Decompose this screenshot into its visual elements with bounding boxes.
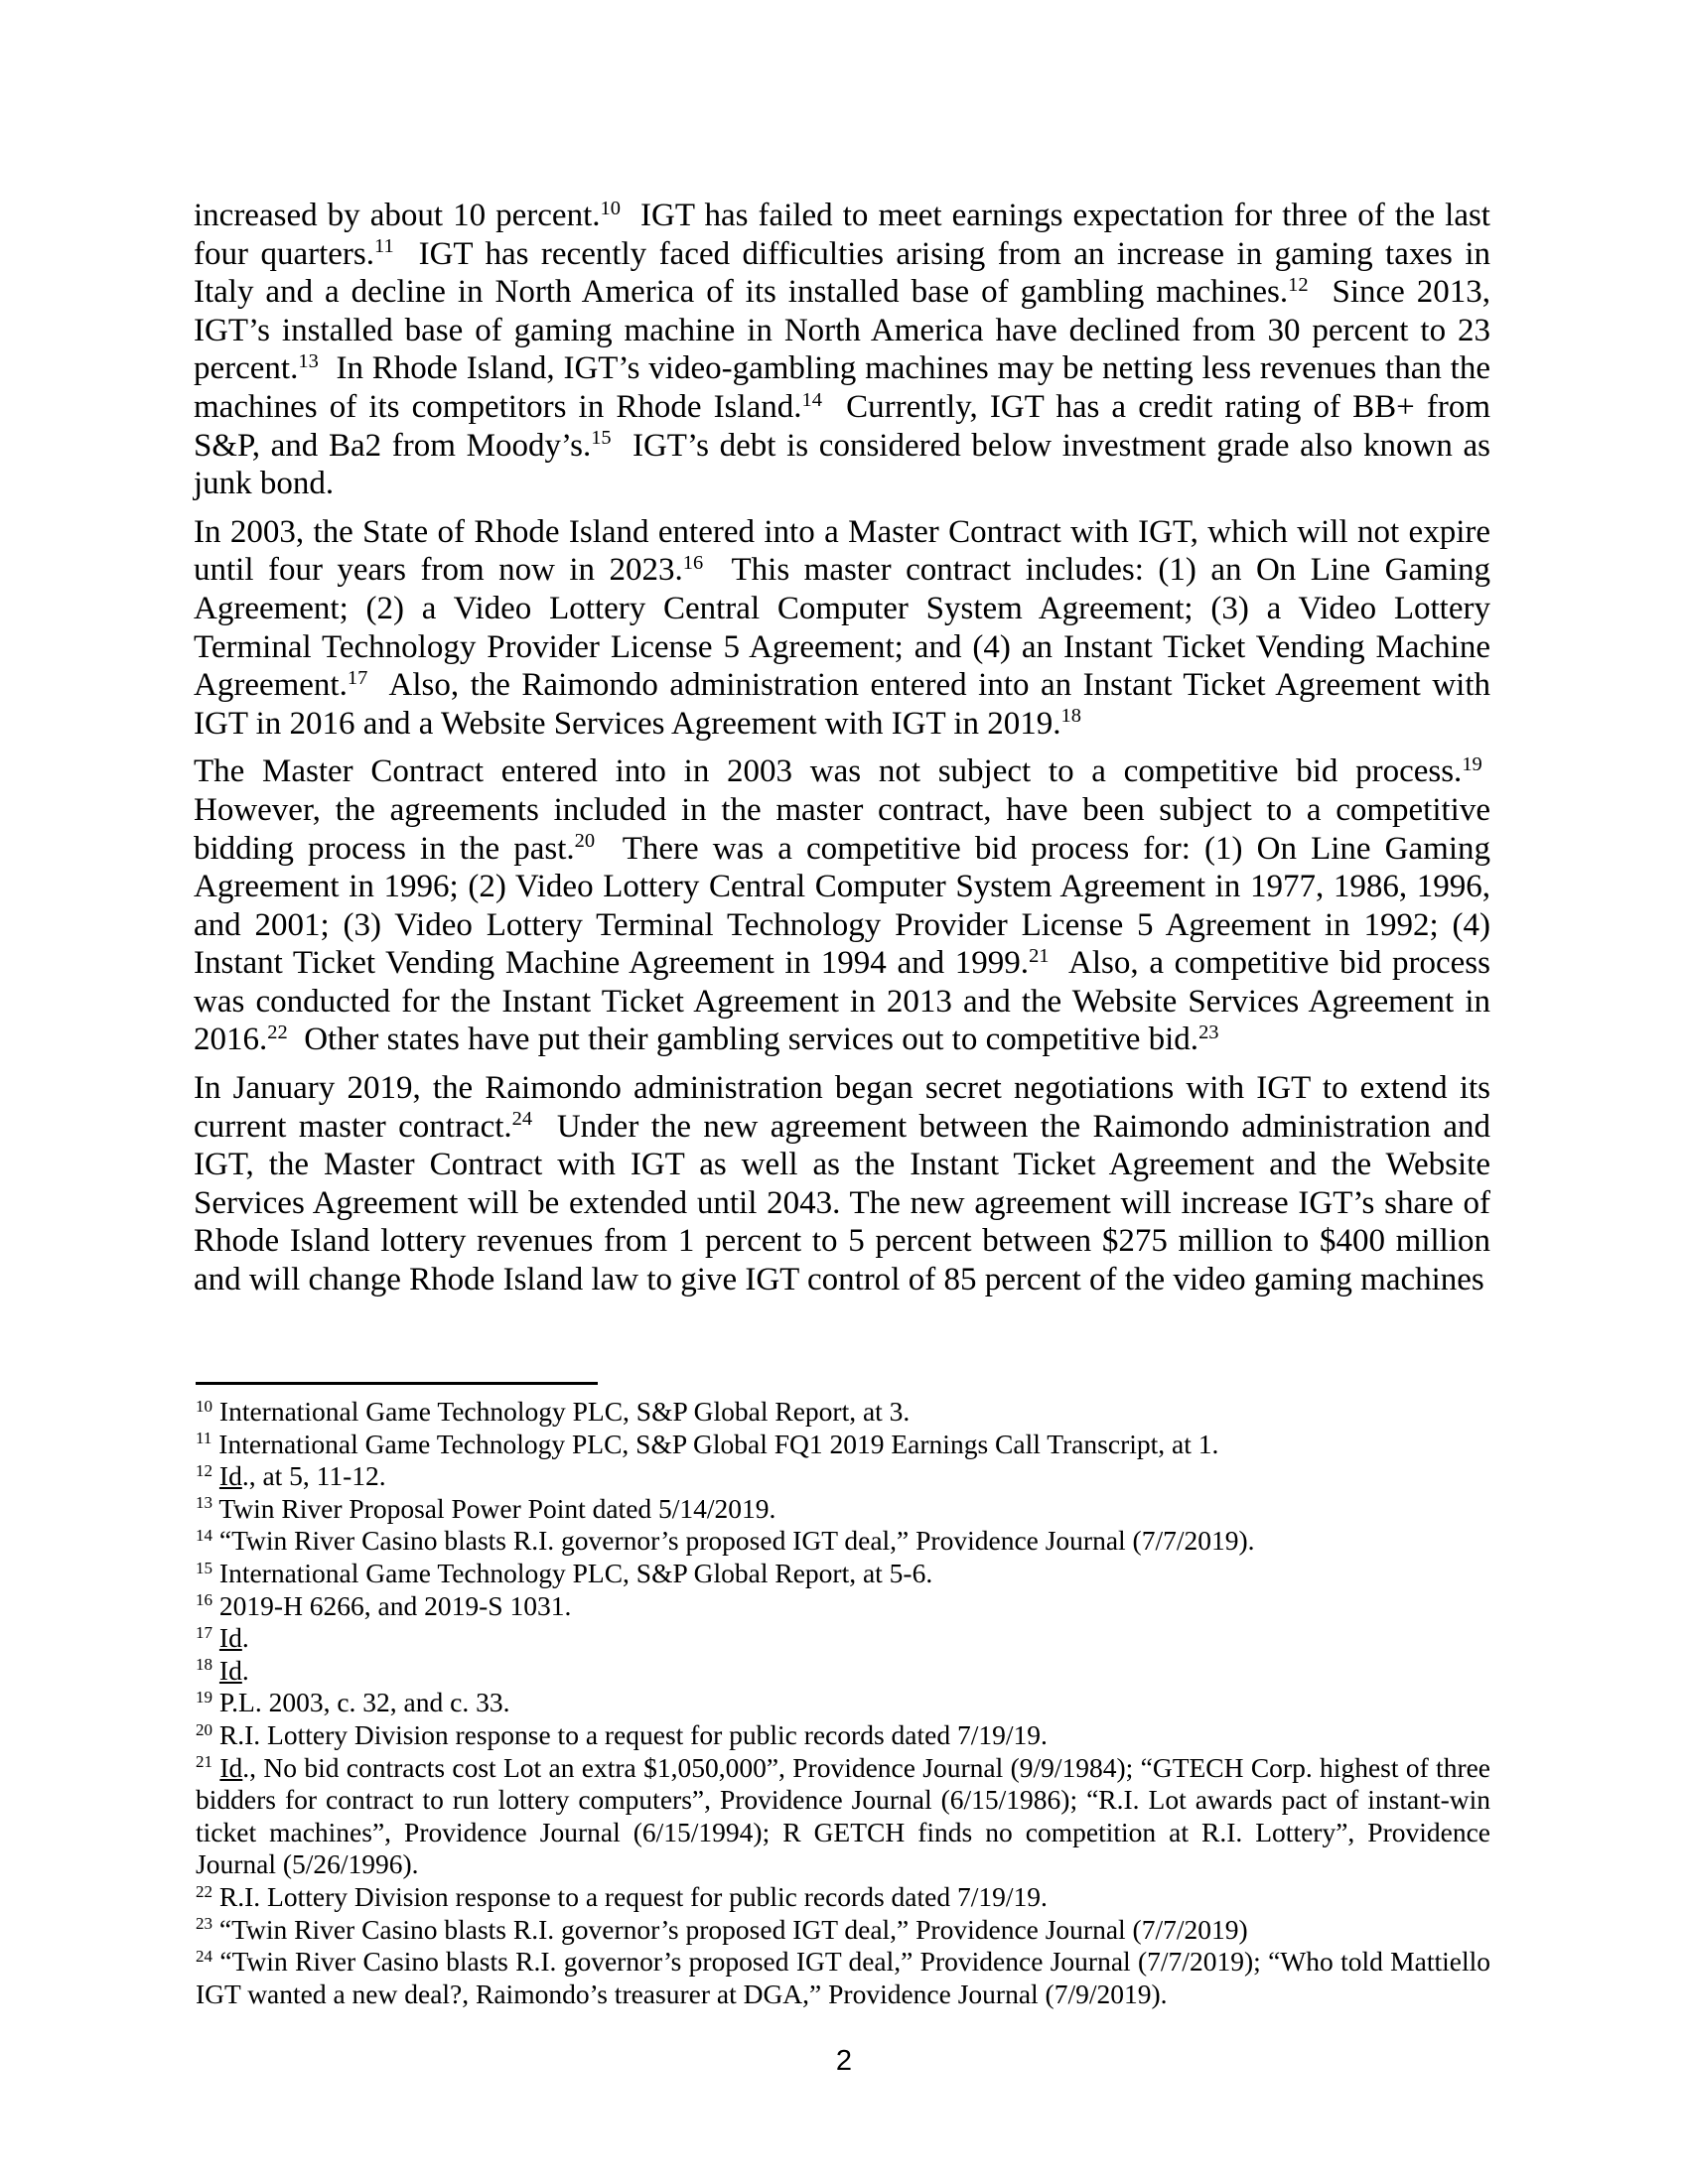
- footnote-16: [196, 1590, 1490, 1623]
- text-run: The Master Contract entered into in 2003 was not subject to a competitive bid process.: [194, 753, 1463, 790]
- text-run: “Twin River Casino blasts R.I. governor’s proposed IGT deal,” Providence Journal (7/7/2019).: [212, 1525, 1255, 1557]
- footnote-ref: 15: [196, 1558, 213, 1577]
- text-run: Other states have put their gambling services out to competitive bid.: [287, 1022, 1199, 1058]
- footnote-24: [196, 1946, 1490, 2010]
- footnote-ref: 17: [196, 1622, 213, 1642]
- text-run: Under the new agreement between the Raimondo administration and IGT, the Master Contract with IGT as well as the Instant Ticket Agreement and the Website Services Agreement will be extended until 2043. The new agreement will increase IGT’s share of Rhode Island lottery revenues from 1 percent to 5 percent between $275 million to $400 million and will change Rhode Island law to give IGT control of 85 percent of the video gaming machines: [194, 1108, 1491, 1298]
- footnote-ref: 16: [196, 1590, 213, 1610]
- footnote-ref: 14: [801, 388, 822, 411]
- footnote-ref: 12: [196, 1460, 213, 1480]
- footnote-ref: 11: [373, 235, 394, 258]
- footnote-ref: 13: [298, 350, 319, 373]
- footnotes-section: [196, 1396, 1490, 2010]
- footnote-ref: 18: [196, 1655, 213, 1675]
- text-run: However, the agreements included in the master contract, have been subject to a competitive bidding process in the past.: [194, 753, 1490, 867]
- footnote-ref: 21: [1029, 945, 1050, 968]
- footnote-ref: 24: [511, 1108, 533, 1131]
- text-run: ., No bid contracts cost Lot an extra $1,050,000”, Providence Journal (9/9/1984); “GTECH Corp. highest of three bidders for contract to run lottery computers”, Providence Journal (6/15/1986); “R.I. Lot awards pact of instant-win ticket machines”, Providence Journal (6/15/1994); R GETCH finds no competition at R.I. Lottery”, Providence Journal (5/26/1996).: [196, 1751, 1491, 1880]
- footnote-ref: 19: [1462, 753, 1482, 776]
- text-run: [212, 1460, 219, 1491]
- text-run: In 2003, the State of Rhode Island entered into a Master Contract with IGT, which will not expire until four years from now in 2023.: [194, 513, 1490, 589]
- footnote-ref: 14: [196, 1526, 213, 1545]
- footnote-ref: 23: [196, 1914, 213, 1934]
- text-run: .: [241, 1654, 249, 1686]
- footnote-ref: 20: [574, 830, 596, 853]
- text-run: Currently, IGT has a credit rating of BB+ from S&P, and Ba2 from Moody’s.: [194, 388, 1490, 464]
- footnote-22: [196, 1881, 1490, 1914]
- footnote-13: [196, 1493, 1490, 1526]
- footnote-ref: 11: [196, 1429, 212, 1448]
- body-paragraph: [194, 513, 1490, 744]
- text-run: In Rhode Island, IGT’s video-gambling machines may be netting less revenues than the machines of its competitors in Rhode Island.: [194, 350, 1490, 425]
- footnote-ref: 10: [196, 1396, 213, 1416]
- footnote-ref: 18: [1060, 705, 1081, 728]
- text-run: Also, a competitive bid process was conducted for the Instant Ticket Agreement in 2013 and the Website Services Agreement in 2016.: [194, 945, 1490, 1058]
- footnote-ref: 19: [196, 1687, 213, 1706]
- footnote-14: [196, 1525, 1490, 1558]
- text-run: There was a competitive bid process for: (1) On Line Gaming Agreement in 1996; (2) Video Lottery Central Computer System Agreement in 1977, 1986, 1996, and 2001; (3) Video Lottery Terminal Technology Provider License 5 Agreement in 1992; (4) Instant Ticket Vending Machine Agreement in 1994 and 1999.: [194, 830, 1490, 982]
- body-paragraph: [194, 197, 1490, 503]
- footnote-separator: [196, 1382, 598, 1385]
- text-run: Id: [218, 1460, 242, 1492]
- text-run: R.I. Lottery Division response to a request for public records dated 7/19/19.: [212, 1718, 1048, 1750]
- footnote-21: [196, 1752, 1490, 1881]
- text-run: Id: [219, 1751, 243, 1783]
- footnote-ref: 17: [347, 666, 368, 689]
- footnote-ref: 22: [267, 1022, 288, 1044]
- text-run: Id: [218, 1622, 242, 1654]
- footnote-18: [196, 1655, 1490, 1688]
- footnote-12: [196, 1460, 1490, 1493]
- text-run: IGT has failed to meet earnings expectation for three of the last four quarters.: [194, 198, 1490, 272]
- body-paragraph: [194, 752, 1490, 1059]
- body-paragraph: [194, 1069, 1490, 1299]
- document-body: [194, 197, 1490, 1309]
- footnote-ref: 20: [196, 1719, 213, 1739]
- footnote-ref: 23: [1198, 1022, 1219, 1044]
- text-run: IGT has recently faced difficulties arising from an increase in gaming taxes in Italy and a decline in North America of its installed base of gambling machines.: [194, 235, 1490, 311]
- text-run: “Twin River Casino blasts R.I. governor’s proposed IGT deal,” Providence Journal (7/7/2019): [212, 1913, 1248, 1945]
- text-run: [212, 1622, 219, 1653]
- footnote-15: [196, 1558, 1490, 1590]
- text-run: Twin River Proposal Power Point dated 5/14/2019.: [212, 1492, 776, 1524]
- text-run: Since 2013, IGT’s installed base of gaming machine in North America have declined from 30 percent to 23 percent.: [194, 274, 1490, 387]
- footnote-10: [196, 1396, 1490, 1429]
- text-run: This master contract includes: (1) an On Line Gaming Agreement; (2) a Video Lottery Central Computer System Agreement; (3) a Video Lottery Terminal Technology Provider License 5 Agreement; and (4) an Instant Ticket Vending Machine Agreement.: [194, 552, 1490, 704]
- footnote-20: [196, 1719, 1490, 1752]
- text-run: IGT’s debt is considered below investment grade also known as junk bond.: [194, 427, 1490, 502]
- footnote-ref: 24: [196, 1946, 213, 1966]
- footnote-17: [196, 1622, 1490, 1655]
- text-run: In January 2019, the Raimondo administration began secret negotiations with IGT to extend its current master contract.: [194, 1070, 1490, 1145]
- text-run: International Game Technology PLC, S&P Global FQ1 2019 Earnings Call Transcript, at 1.: [211, 1428, 1219, 1459]
- text-run: International Game Technology PLC, S&P Global Report, at 5-6.: [212, 1557, 933, 1588]
- footnote-11: [196, 1429, 1490, 1461]
- text-run: 2019-H 6266, and 2019-S 1031.: [212, 1589, 572, 1621]
- text-run: .: [241, 1622, 249, 1654]
- footnote-ref: 15: [591, 427, 612, 450]
- text-run: increased by about 10 percent.: [194, 198, 601, 233]
- footnote-ref: 16: [682, 552, 704, 575]
- footnote-ref: 21: [196, 1752, 213, 1772]
- text-run: Id: [218, 1654, 242, 1686]
- footnote-ref: 13: [196, 1493, 213, 1513]
- page-number: 2: [835, 2045, 853, 2077]
- footnote-23: [196, 1914, 1490, 1947]
- text-run: International Game Technology PLC, S&P Global Report, at 3.: [212, 1396, 911, 1427]
- text-run: ., at 5, 11-12.: [241, 1460, 386, 1492]
- footnote-ref: 12: [1288, 273, 1309, 296]
- text-run: R.I. Lottery Division response to a request for public records dated 7/19/19.: [212, 1880, 1048, 1912]
- text-run: [212, 1655, 219, 1686]
- text-run: “Twin River Casino blasts R.I. governor’s proposed IGT deal,” Providence Journal (7/7/2019); “Who told Mattiello IGT wanted a new deal?, Raimondo’s treasurer at DGA,” Providence Journal (7/9/2019).: [196, 1946, 1490, 2009]
- footnote-19: [196, 1687, 1490, 1719]
- footnote-ref: 22: [196, 1881, 213, 1901]
- footnote-ref: 10: [600, 197, 621, 219]
- text-run: P.L. 2003, c. 32, and c. 33.: [212, 1687, 510, 1718]
- text-run: Also, the Raimondo administration entered into an Instant Ticket Agreement with IGT in 2016 and a Website Services Agreement with IGT in 2019.: [194, 667, 1490, 742]
